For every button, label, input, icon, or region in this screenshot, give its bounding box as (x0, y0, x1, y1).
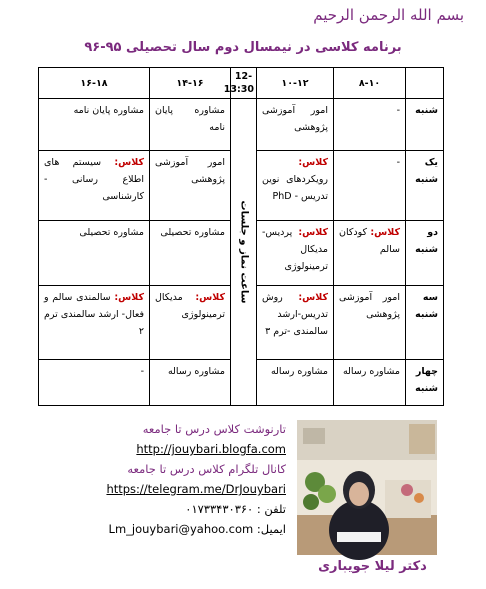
phone-number: تلفن : ۰۱۷۳۳۴۳۰۳۶۰ (185, 502, 286, 516)
class-label: کلاس: (114, 157, 144, 168)
schedule-cell (334, 360, 406, 406)
bismillah-heading: بسم الله الرحمن الرحیم (313, 6, 464, 24)
schedule-cell (334, 99, 406, 151)
schedule-cell (257, 151, 334, 221)
schedule-cell (257, 286, 334, 360)
schedule-title: برنامه کلاسی در نیمسال دوم سال تحصیلی ۹۵-۹۶ (84, 40, 402, 55)
blog-link[interactable]: http://jouybari.blogfa.com (136, 442, 286, 456)
class-label: کلاس: (370, 227, 400, 238)
cell-text: کودکان سالم (339, 227, 400, 255)
time-header: 12-13:30 (231, 68, 257, 99)
schedule-cell (150, 360, 231, 406)
schedule-cell (39, 360, 150, 406)
time-header: ۱۰-۱۲ (257, 68, 334, 99)
cell-text: سالمندی سالم و فعال- ارشد سالمندی ترم ۲ (44, 292, 144, 337)
cell-text: - (140, 366, 144, 377)
break-column (231, 99, 257, 406)
time-header: ۱۴-۱۶ (150, 68, 231, 99)
schedule-cell (334, 221, 406, 286)
blog-label: تارنوشت کلاس درس تا جامعه (142, 422, 286, 436)
cell-text: مشاوره پایان نامه (155, 105, 225, 133)
email-address[interactable]: ایمیل: Lm_jouybari@yahoo.com (108, 522, 286, 536)
profile-name: دکتر لیلا جویباری (318, 559, 427, 574)
cell-text: - (396, 105, 400, 116)
telegram-link[interactable]: https://telegram.me/DrJouybari (106, 482, 286, 496)
schedule-cell (39, 151, 150, 221)
schedule-cell (150, 286, 231, 360)
cell-text: مشاوره تحصیلی (160, 227, 225, 238)
day-label: یک شنبه (406, 151, 444, 221)
cell-text: امور آموزشی پژوهشی (339, 292, 400, 320)
class-label: کلاس: (298, 227, 328, 238)
schedule-table (38, 67, 444, 406)
day-label: شنبه (406, 99, 444, 151)
cell-text: پردیس- مدیکال ترمینولوژی (262, 227, 328, 272)
time-header: ۱۶-۱۸ (39, 68, 150, 99)
telegram-label: کانال تلگرام کلاس درس تا جامعه (127, 462, 286, 476)
cell-text: مشاوره پایان نامه (73, 105, 144, 116)
schedule-cell (257, 360, 334, 406)
table-row (39, 99, 444, 151)
schedule-cell (39, 221, 150, 286)
day-label: چهار شنبه (406, 360, 444, 406)
cell-text: روش تدریس-ارشد سالمندی -ترم ۳ (262, 292, 328, 337)
schedule-cell (150, 151, 231, 221)
cell-text: مشاوره رساله (270, 366, 328, 377)
profile-photo (297, 420, 437, 555)
contact-block (26, 419, 286, 539)
schedule-cell (39, 99, 150, 151)
day-label: سه شنبه (406, 286, 444, 360)
schedule-cell (257, 99, 334, 151)
schedule-cell (150, 99, 231, 151)
time-header: ۸-۱۰ (334, 68, 406, 99)
schedule-cell (150, 221, 231, 286)
corner-cell (406, 68, 444, 99)
cell-text: مشاوره رساله (342, 366, 400, 377)
break-label: ساعت نماز و جلسات (238, 200, 249, 304)
cell-text: رویکردهای نوین تدریس - PhD (262, 174, 328, 202)
schedule-cell (334, 286, 406, 360)
schedule-cell (334, 151, 406, 221)
day-label: دو شنبه (406, 221, 444, 286)
cell-text: سیستم های اطلاع رسانی - کارشناسی (44, 157, 144, 202)
cell-text: امور آموزشی پژوهشی (155, 157, 225, 185)
class-label: کلاس: (298, 292, 328, 303)
schedule-header-row (39, 68, 444, 99)
schedule-cell (257, 221, 334, 286)
class-label: کلاس: (298, 157, 328, 168)
profile-photo-illustration (297, 420, 437, 555)
class-label: کلاس: (114, 292, 144, 303)
cell-text: مدیکال ترمینولوژی (155, 292, 225, 320)
cell-text: مشاوره رساله (167, 366, 225, 377)
schedule-cell (39, 286, 150, 360)
cell-text: امور آموزشی پژوهشی (262, 105, 328, 133)
class-label: کلاس: (195, 292, 225, 303)
cell-text: - (396, 157, 400, 168)
cell-text: مشاوره تحصیلی (79, 227, 144, 238)
